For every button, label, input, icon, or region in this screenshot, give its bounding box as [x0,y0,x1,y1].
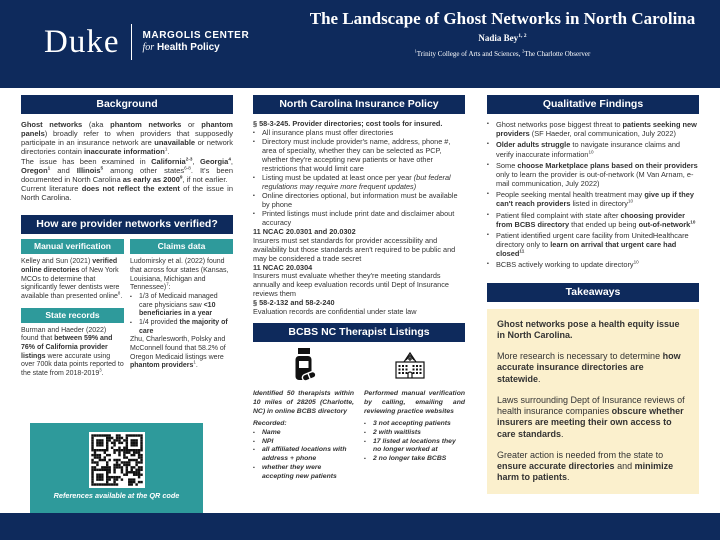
text-segment: : [168,284,171,292]
list-item [487,140,699,158]
text-segment: unavailable [154,138,196,148]
author-name: Nadia Bey [478,33,519,44]
text-segment: . [120,292,123,300]
section-header-qualitative-findings: Qualitative Findings [487,95,699,114]
bullet-icon: ▪ [487,261,489,268]
bullet-icon: ▪ [130,293,132,300]
qualitative-findings-text [487,120,699,270]
superscript-ref: 4 [228,156,231,162]
text-segment: All insurance plans must offer directories [262,127,394,137]
text-paragraph [497,351,689,385]
list-item-text [262,210,465,228]
subsection-header-state-records: State records [21,308,124,323]
text-segment: Older adults struggle [496,140,571,150]
text-segment: learn on arrival that urgent care had closed [496,240,677,259]
text-segment: whether they were accepting new patients [262,463,337,480]
bullet-icon: ▪ [253,210,255,217]
list-item-text [373,420,465,429]
bcbs-icons-row [253,349,465,385]
list-item-text [496,231,699,259]
text-segment: Some [496,160,518,170]
bcbs-left-text [253,390,354,481]
bullet-icon: ▪ [253,129,255,136]
text-segment: were accurate using over 700k data points reported to the state from 2018-2019 [21,352,124,377]
superscript-ref: 2-3 [185,156,193,162]
list-item-text [373,438,465,455]
bullet-icon: ▪ [253,464,255,471]
bullet-icon: ▪ [253,192,255,199]
text-heading [253,420,354,429]
bullet-icon: ▪ [130,319,132,326]
author-line [305,33,700,43]
text-segment: Laws surrounding Dept of Insurance reviews of health insurance companies [497,394,685,417]
text-segment: of the issue in North Carolina. [21,183,233,203]
text-paragraph [21,184,233,202]
text-paragraph [130,336,233,371]
text-segment: (aka [82,120,111,129]
text-segment: that ended up being [569,219,639,229]
list-item-text [373,429,465,438]
text-segment: More research is necessary to determine [497,351,663,362]
superscript-ref: 10 [633,259,639,265]
bullet-icon: ▪ [253,447,255,454]
list-item-text [496,161,699,189]
superscript-ref: 11 [519,248,525,254]
superscript-ref: 8 [117,290,121,296]
text-segment: only to learn the provider is out-of-network (M Van Arnam, e-mail communication, July 2022) [496,169,694,189]
text-segment: choosing provider from BCBS directory [496,210,685,229]
state-records-text [21,327,124,379]
text-segment: Oregon [21,165,48,175]
text-segment: Performed manual verification by calling, emailing and reviewing practice websites [364,390,465,415]
text-segment: of New York MCOs to determine that significantly fewer dentists were available than presented online [21,266,120,300]
text-segment: . [561,428,564,439]
text-paragraph [497,450,689,484]
text-segment: how accurate insurance directories are statewide [497,351,681,384]
text-segment: Ghost networks pose a health equity issue in North Carolina. [497,318,680,340]
list-item [364,429,465,438]
bullet-icon: ▪ [253,174,255,181]
list-item [253,138,465,174]
pill-bottle-icon [291,347,318,388]
text-segment: The issue has been examined in [21,156,152,166]
verified-right-subcolumn [130,239,233,378]
text-segment: to navigate insurance claims and verify inaccurate information [496,140,681,159]
subsection-header-manual-verification: Manual verification [21,239,124,254]
text-segment: Ludomirsky et al. (2022) found that across four states (Kansas, Louisiana, Michigan and Tennessee) [130,258,229,292]
text-segment: . [101,369,104,377]
text-segment: 17 listed at locations they no longer worked at [373,437,456,454]
list-item-text [496,260,699,269]
list-item [253,210,465,228]
text-segment: and [50,165,77,175]
text-segment: phantom panels [21,120,233,139]
qr-reference-box [30,423,203,513]
claims-data-text [130,258,233,371]
text-segment: obscure whether insurers are meeting their own access to care standards [497,406,684,439]
text-paragraph [21,258,124,301]
manual-verification-text [21,258,124,301]
margolis-center-label [142,30,249,55]
text-segment: California [151,156,186,166]
bullet-icon: ▪ [487,121,489,127]
bullet-icon: ▪ [253,430,255,437]
list-item [130,293,233,319]
text-paragraph [253,390,354,416]
text-segment: Georgia [199,156,229,166]
bullet-icon: ▪ [364,456,366,463]
text-segment: 2 no longer take BCBS [373,455,447,463]
list-item [487,120,699,138]
section-header-insurance-policy: North Carolina Insurance Policy [253,95,465,114]
bullet-icon: ▪ [253,438,255,445]
text-segment: (SF Haeder, oral communication, July 2022) [529,129,676,139]
text-segment: among other states [103,165,185,175]
text-paragraph [21,327,124,379]
list-item-text [262,464,354,481]
superscript-ref: 10 [690,219,696,225]
text-segment: Insurers must evaluate whether they're meeting standards annually and keep evaluation records until Dept of Insurance reviews them [253,271,449,299]
list-item-text [139,319,233,336]
text-segment: <10 beneficiaries in a year [139,301,216,318]
list-item [253,464,354,481]
list-item-text [496,140,699,158]
text-segment: Insurers must set standards for provider accessibility and availability but those standards aren't required to be public and may be considered a trade secret [253,235,456,263]
superscript-ref: 9 [179,174,183,180]
insurance-policy-text [253,120,465,317]
text-segment: the majority of care [139,318,228,335]
text-paragraph [253,237,465,264]
footer-bar [0,513,720,540]
text-segment: Listing must be updated at least once per year [262,172,414,182]
text-segment: out-of-network [638,219,691,229]
section-header-verified: How are provider networks verified? [21,215,233,234]
text-segment: all affiliated locations with address + phone [262,446,347,463]
health-policy-word: Health Policy [156,42,220,53]
text-segment: ) broadly refer to when providers that supposedly participate in an insurance network are [21,129,233,148]
list-item [487,260,699,269]
list-item [253,429,354,438]
bcbs-subcolumns [253,390,465,481]
text-segment: listed in directory [570,199,628,209]
text-segment: give up if they can't reach providers [496,190,695,209]
text-segment: 1/4 provided [139,318,180,326]
list-item-text [496,211,699,229]
text-segment: Illinois [76,165,101,175]
text-segment: does not reflect the extent [81,183,180,193]
text-segment: Patient identified urgent care facility from UnitedHealthcare directory only to [496,230,689,250]
text-segment: Patient filed complaint with state after [496,210,621,220]
bullet-icon: ▪ [364,421,366,428]
bullet-icon: ▪ [253,138,255,145]
text-paragraph [253,272,465,299]
list-item-text [496,120,699,138]
header-banner [0,0,720,88]
list-item-text [496,190,699,208]
superscript-ref: 3 [99,367,102,373]
text-segment: phantom networks [110,120,182,129]
text-segment: Ghost networks [21,120,83,129]
bcbs-right-text [364,390,465,481]
bullet-icon: ▪ [487,211,489,218]
text-segment: . [167,147,170,157]
text-segment: Burman and Haeder (2022) found that [21,326,107,343]
text-segment: , [192,156,200,166]
list-item [364,438,465,455]
text-segment: as early as 2000 [122,174,180,184]
text-segment: . [567,472,570,483]
text-segment: . [195,362,198,370]
text-segment: Identified 50 therapists within 10 miles of 28205 (Charlotte, NC) in online BCBS directory [253,390,354,415]
qr-caption: References available at the QR code [53,491,180,500]
list-item [487,211,699,229]
background-text [21,120,233,202]
text-segment: Printed listings must include print date and disclaimer about accuracy [262,208,455,227]
list-item-text [373,455,465,464]
hospital-icon [393,349,427,386]
list-item-text [262,174,465,192]
verified-subcolumns [21,239,233,378]
column-middle [253,95,465,481]
section-header-takeaways: Takeaways [487,283,699,302]
text-paragraph [21,120,233,157]
list-item-text [262,429,354,438]
list-item [130,319,233,336]
text-segment: People seeking mental health treatment may [496,190,645,200]
list-item-text [262,192,465,210]
text-segment: NPI [262,437,274,445]
text-segment: 11 NCAC 20.0301 and 20.0302 [253,226,356,236]
superscript-ref: 10 [627,198,634,204]
takeaways-box [487,309,699,494]
text-segment: . [538,373,541,384]
text-segment: § 58-3-245. Provider directories; cost tools for insured. [253,119,443,128]
text-segment: Directory must include provider's name, address, phone #, area of specialty, whether they can be selected as PCP, whether they're accepting new patients or have other restrictions that would limit care [262,136,451,173]
superscript-ref: 6-8 [184,165,191,171]
list-item [253,174,465,192]
superscript-ref: 10 [588,149,594,155]
list-item [253,438,354,447]
text-segment: choose Marketplace plans based on their providers [517,160,698,170]
text-segment: BCBS actively working to update directory [496,260,634,270]
superscript-ref: 5 [100,165,104,171]
superscript-ref: 1 [414,48,417,54]
affiliations [305,50,700,58]
text-segment: inaccurate information [83,147,165,157]
section-header-bcbs-listings: BCBS NC Therapist Listings [253,323,465,342]
superscript-ref: 1 [193,360,196,365]
text-segment: 1/3 of Medicaid managed care physicians saw [139,292,218,309]
list-item [253,192,465,210]
text-segment: Kelley and Sun (2021) [21,258,93,266]
text-segment: The Charlotte Observer [524,50,591,59]
text-segment: 3 not accepting patients [373,420,451,428]
superscript-ref: 7 [166,281,169,287]
text-segment: or [181,120,202,129]
text-segment: . It's been documented in North Carolina [21,165,233,184]
text-segment: Name [262,429,281,437]
text-segment: patients seeking new providers [496,120,697,139]
list-item [253,446,354,463]
text-segment: Current literature [21,183,82,193]
text-segment: Greater action is needed from the state to [497,449,664,460]
text-segment: verified online directories [21,258,118,274]
superscript-ref: 1 [47,165,51,171]
author-superscript: 1, 2 [518,33,527,40]
column-left [21,95,233,500]
bullet-icon: ▪ [487,141,489,148]
section-header-background: Background [21,95,233,114]
text-segment: , [230,156,233,166]
text-paragraph [253,308,465,317]
list-item-text [262,138,465,174]
qr-code [89,432,145,488]
list-item-text [262,438,354,447]
list-item [487,190,699,208]
duke-wordmark: Duke [44,23,120,60]
text-segment: 11 NCAC 20.0304 [253,262,313,272]
list-item-text [262,446,354,463]
column-right [487,95,699,494]
title-block [305,9,700,58]
text-segment: Evaluation records are confidential under state law [253,307,417,317]
text-segment: § 58-2-132 and 58-2-240 [253,298,335,308]
text-segment: Zhu, Charlesworth, Polsky and McConnell found that 58.2% of Oregon Medicaid listings were [130,336,226,361]
superscript-ref: 2 [522,48,525,54]
duke-margolis-logo [44,24,249,60]
list-item [487,231,699,259]
superscript-ref: 1 [164,146,168,152]
bullet-icon: ▪ [487,161,489,168]
text-segment: Online directories optional, but information must be available by phone [262,190,458,209]
bullet-icon: ▪ [364,430,366,437]
text-paragraph [130,258,233,293]
text-segment: or network directories contain [21,138,233,157]
text-paragraph [21,157,233,184]
text-paragraph [497,395,689,440]
logo-divider [131,24,132,60]
text-segment: phantom providers [130,362,194,370]
text-segment: Ghost networks pose biggest threat to [496,120,623,129]
verified-left-subcolumn [21,239,124,378]
text-segment: and [614,461,635,472]
list-item [487,161,699,189]
text-segment: 2 with waitlists [373,429,421,437]
text-segment: Recorded: [253,420,287,428]
for-word: for [142,42,155,53]
list-item-text [139,293,233,319]
bullet-icon: ▪ [487,191,489,198]
bullet-icon: ▪ [487,231,489,238]
bullet-icon: ▪ [364,438,366,445]
poster-title: The Landscape of Ghost Networks in North Carolina [309,9,696,28]
text-paragraph [364,390,465,416]
list-item [364,420,465,429]
margolis-line1: MARGOLIS CENTER [142,29,250,41]
text-segment: minimize harm to patients [497,461,674,483]
text-segment: between 59% and 76% of California provider listings [21,335,113,360]
list-item [364,455,465,464]
text-segment: ensure accurate directories [497,461,615,472]
text-segment: Trinity College of Arts and Sciences, [416,50,523,59]
text-segment: , if not earlier. [182,174,228,184]
text-paragraph [497,319,689,342]
text-segment: (but federal regulations may require more frequent updates) [262,172,451,191]
subsection-header-claims-data: Claims data [130,239,233,254]
margolis-line2 [142,42,249,55]
